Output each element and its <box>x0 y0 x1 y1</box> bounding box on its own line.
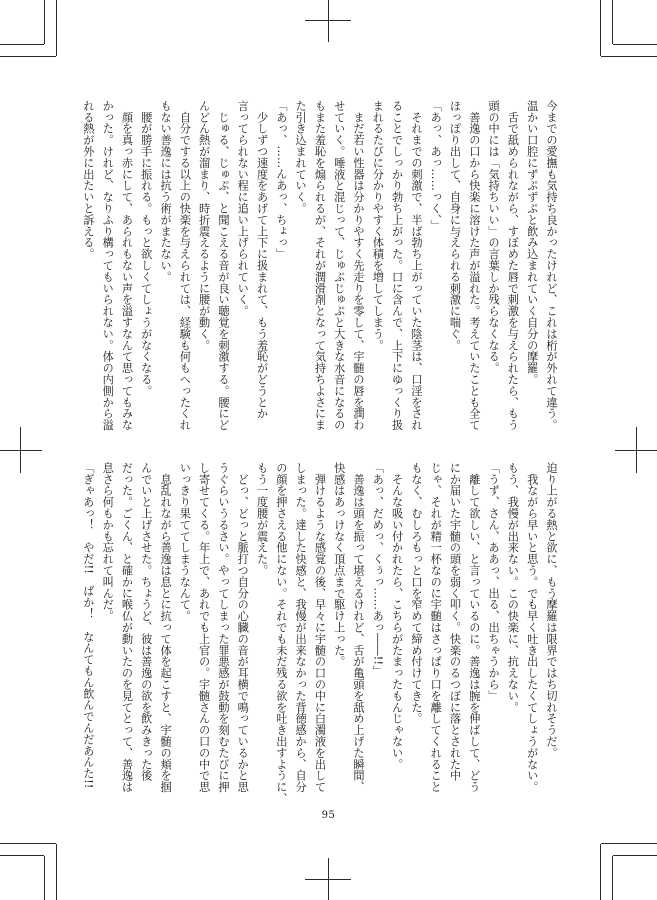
crop-mark <box>613 855 657 856</box>
crop-mark <box>612 856 613 900</box>
crop-mark <box>0 44 44 45</box>
text-line: ることでしっかり勃ち上がった。口に含んで、上下にゆっくり扱 <box>390 100 404 431</box>
lower-text-block <box>79 462 561 804</box>
text-line: 少しずつ速度をあげて上下に扱まれて、もう羞恥がどうとか <box>255 100 269 420</box>
text-line: もまた羞恥を煽られるが、それが潤滑剤となって気持ちよさにま <box>313 100 327 431</box>
text-line: いっきり果ててしまうなんて。 <box>178 462 192 622</box>
text-line: にか届いた宇髄の頭を弱く叩く。快楽のるつぼに落とされた中 <box>448 462 462 782</box>
text-line: 「あっ、……んあっ、ちょっ」 <box>274 100 288 260</box>
text-line: もなく、むしろもっと口を窄めて締め付けてきた。 <box>409 462 423 725</box>
crop-mark <box>44 0 45 44</box>
text-line: 息さら何もかも忘れて叫んだ。 <box>101 462 115 622</box>
text-line: 今までの愛撫も気持ち良かったけれど、これは桁が外れて違う。 <box>545 100 558 431</box>
text-line: 「ぎゃあっ！ やだ!! ばか！ なんてもん飲んでんだあんた!! <box>81 462 95 789</box>
text-line: 自分でする以上の快楽を与えられては、経験も何もへったくれ <box>178 100 192 431</box>
text-line: まだ若い性器は分かりやすく先走りを零して、宇髄の唇を潤わ <box>352 100 366 431</box>
center-mark <box>328 0 329 42</box>
text-line: 離して欲しい、と言っているのに。善逸は腕を伸ばして、どう <box>467 462 481 793</box>
center-mark <box>0 450 42 451</box>
crop-mark <box>44 856 45 900</box>
center-mark <box>20 427 21 473</box>
crop-mark <box>612 0 613 44</box>
center-mark <box>636 427 637 473</box>
text-line: 善逸は頭を振って堪えるけれど、舌が亀頭を舐め上げた瞬間、 <box>352 462 366 793</box>
text-line: じゃ、それが精一杯なのに宇髄はさっぱり口を離してくれること <box>429 462 443 793</box>
text-line: そんな吸い付かれたら、こちらがたまったもんじゃない。 <box>390 462 404 770</box>
crop-mark <box>601 56 657 57</box>
text-line: もう、我慢が出来ない。この快楽に、抗えない。 <box>506 462 520 713</box>
text-line: 「うず、さん、ああっ、出る、出ちゃうから」 <box>487 462 501 702</box>
text-line: かった。けれど、なりふり構ってもいられない。体の内側から溢 <box>101 100 115 431</box>
crop-mark <box>0 843 56 844</box>
text-line: せていく。唾液と混じって、じゅぷじゅぷと大きな水音になるの <box>332 100 346 431</box>
text-line: 弾けるような感覚の後、早々に宇髄の口の中に白濁液を出して <box>313 462 327 793</box>
text-line: んでいと上げさせた。ちょうど、彼は善逸の欲を飲みきった後 <box>139 462 153 782</box>
crop-mark <box>56 844 57 900</box>
center-mark <box>305 879 351 880</box>
text-line: 快感はあっけなく頂点まで駆け上った。 <box>332 462 346 668</box>
text-line: 「あっ、あっ……っく、」 <box>429 100 443 232</box>
text-line: もう一度腰が震えた。 <box>255 462 269 576</box>
text-line: それまでの刺激で、半ば勃ち上がっていた陰茎は、口淫をされ <box>409 100 423 431</box>
text-line: た引き込まれていく。 <box>294 100 308 214</box>
crop-mark <box>600 0 601 56</box>
text-line: 言ってられない程に追い上げられていく。 <box>236 100 250 317</box>
text-line: 善逸の口から快楽に溶けた声が溢れた。考えていたことも全て <box>467 100 481 431</box>
upper-text-block <box>79 100 561 431</box>
text-line: ほっぽり出して、自身に与えられる刺激に喘ぐ。 <box>448 100 462 351</box>
text-line: もない善逸には抗う術がまたない。 <box>159 100 173 283</box>
crop-mark <box>613 44 657 45</box>
text-line: 顔を真っ赤にして、あられもない声を溢すなんて思ってもみな <box>120 100 134 431</box>
text-line: まれるたびに分かりやすく体積を増してしまう。 <box>371 100 385 351</box>
crop-mark <box>0 855 44 856</box>
crop-mark <box>601 843 657 844</box>
center-mark <box>305 20 351 21</box>
text-line: 舌で舐められながら、すぼめた唇で刺激を与えられたら、もう <box>506 100 520 431</box>
text-line: の顔を押さえる他にない。それでも未だ残る欲を吐き出すように、 <box>274 462 288 804</box>
page-number: 95 <box>321 810 336 821</box>
text-line: どっ、どっと脈打つ自分の心臓の音が耳横で鳴っているかと思 <box>236 462 250 793</box>
text-line: 「あっ、だめっ、くぅっ……あっ――!!」 <box>371 462 385 677</box>
text-line: れる熱が外に出たいと訴える。 <box>81 100 95 260</box>
crop-mark <box>600 844 601 900</box>
text-line: じゅる、じゅぷ、と聞こえる音が良い聴覚を刺激する。腰にど <box>216 100 230 431</box>
text-line: 息乱れながら善逸は息とに抗って体を起こすと、宇髄の頬を掴 <box>159 462 173 793</box>
text-line: 迫り上がる熱と欲に、もう摩羅は限界ではち切れそうだ。 <box>545 462 558 759</box>
text-line: し寄せてくる。年上で、あれでも上官の。宇髄さんの口の中で思 <box>197 462 211 793</box>
text-line: んどん熱が溜まり、時折震えるように腰が動く。 <box>197 100 211 351</box>
text-line: 温かい口腔にずぷずぷと飲み込まれていく自分の摩羅。 <box>525 100 539 385</box>
text-line: 我ながら早いと思う。でも早く吐き出したくてしょうがない。 <box>525 462 539 793</box>
text-line: だった。ごくん、と確かに喉仏が動いたのを見てとって、善逸は <box>120 462 134 793</box>
crop-mark <box>56 0 57 56</box>
text-line: しまった。達した快感と、我慢が出来なかった背徳感から、自分 <box>294 462 308 793</box>
crop-mark <box>0 56 56 57</box>
text-line: うぐらいうるさい。やってしまった罪悪感が鼓動を刻むたびに押 <box>216 462 230 793</box>
text-line: 頭の中には「気持ちいい」の言葉しか残らなくなる。 <box>487 100 501 374</box>
text-line: 腰が勝手に振れる。もっと欲しくてしょうがなくなる。 <box>139 100 153 397</box>
